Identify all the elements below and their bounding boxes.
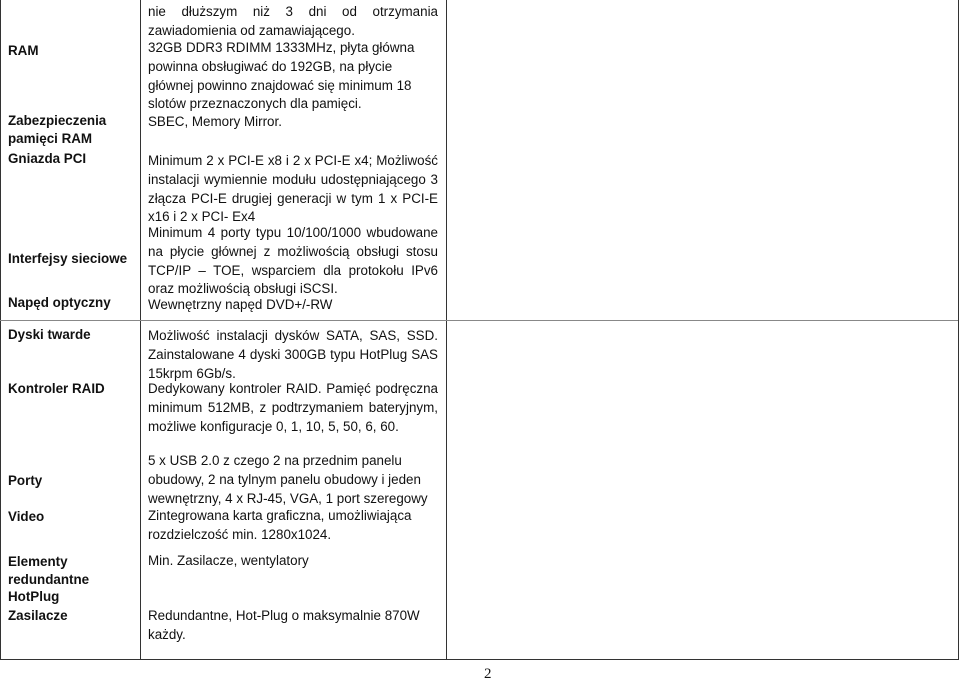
label-elementy: Elementy redundantne HotPlug — [8, 554, 90, 605]
desc-porty: 5 x USB 2.0 z czego 2 na przednim panelu obudowy, 2 na tylnym panelu obudowy i jeden wewnętrzny, 4 x RJ-45, VGA, 1 port szeregowy — [148, 453, 428, 506]
label-dyski: Dyski twarde — [8, 327, 91, 342]
label-gniazda-pci: Gniazda PCI — [8, 151, 87, 166]
column-divider-2 — [446, 0, 447, 660]
label-ram: RAM — [8, 43, 39, 58]
desc-top-line-2: zawiadomienia od zamawiającego. — [148, 23, 355, 38]
label-video: Video — [8, 509, 45, 524]
column-divider-1 — [140, 0, 141, 660]
desc-dyski: Możliwość instalacji dysków SATA, SAS, SSD. Zainstalowane 4 dyski 300GB typu HotPlug SAS 15krpm 6Gb/s. — [148, 328, 438, 381]
table-border-bottom — [0, 659, 958, 660]
label-zabezpieczenia: Zabezpieczenia pamięci RAM — [8, 113, 107, 146]
label-zasilacze: Zasilacze — [8, 608, 68, 623]
desc-zabezpieczenia: SBEC, Memory Mirror. — [148, 114, 282, 129]
label-interfejsy: Interfejsy sieciowe — [8, 251, 128, 266]
row-divider — [0, 320, 958, 321]
desc-kontroler: Dedykowany kontroler RAID. Pamięć podręczna minimum 512MB, z podtrzymaniem bateryjnym, możliwe konfiguracje 0, 1, 10, 5, 50, 6, 60. — [148, 381, 438, 434]
table-border-left — [0, 0, 1, 660]
label-kontroler: Kontroler RAID — [8, 381, 105, 396]
label-naped: Napęd optyczny — [8, 295, 111, 310]
table-border-right — [958, 0, 959, 660]
desc-video: Zintegrowana karta graficzna, umożliwiająca rozdzielczość min. 1280x1024. — [148, 508, 412, 542]
desc-interfejsy: Minimum 4 porty typu 10/100/1000 wbudowane na płycie głównej z możliwością obsługi stosu TCP/IP – TOE, wsparciem dla protokołu IPv6 oraz możliwością obsługi iSCSI. — [148, 225, 438, 297]
page-number: 2 — [484, 666, 492, 682]
desc-naped: Wewnętrzny napęd DVD+/-RW — [148, 297, 333, 312]
label-porty: Porty — [8, 473, 43, 488]
desc-zasilacze: Redundantne, Hot-Plug o maksymalnie 870W każdy. — [148, 608, 420, 642]
desc-top-line-1: nie dłuższym niż 3 dni od otrzymania — [148, 4, 438, 19]
desc-ram: 32GB DDR3 RDIMM 1333MHz, płyta główna powinna obsługiwać do 192GB, na płycie głównej powinno znajdować się minimum 18 slotów przeznaczonych dla pamięci. — [148, 40, 415, 112]
desc-elementy: Min. Zasilacze, wentylatory — [148, 553, 309, 568]
desc-pci: Minimum 2 x PCI-E x8 i 2 x PCI-E x4; Możliwość instalacji wymiennie modułu udostępniającego 3 złącza PCI-E drugiej generacji w tym 1 x PCI-E x16 i 2 x PCI- Ex4 — [148, 153, 438, 225]
